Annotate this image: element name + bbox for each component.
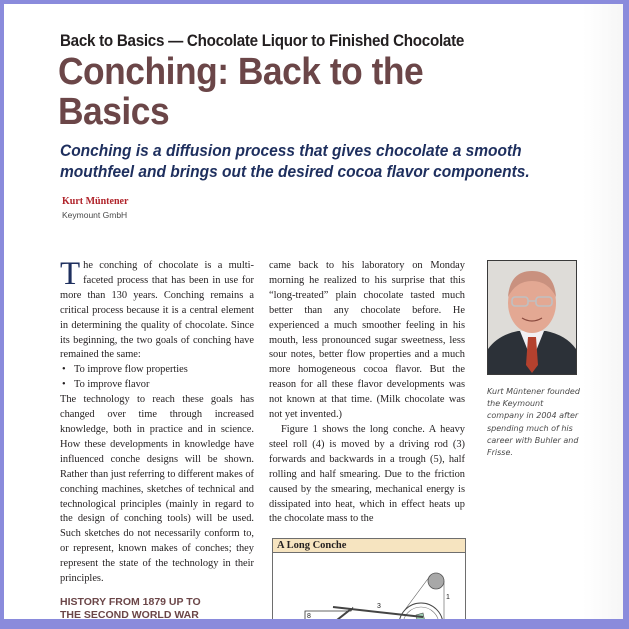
list-item: • To improve flavor <box>60 378 254 393</box>
section-heading: HISTORY FROM 1879 UP TO THE SECOND WORLD WAR <box>60 596 222 619</box>
svg-text:8: 8 <box>307 613 311 619</box>
list-item: • To improve flow properties <box>60 363 254 378</box>
deck-line-1: Conching is a diffusion process that gives chocolate a smooth <box>60 142 522 160</box>
title-line-2: Basics <box>58 91 170 133</box>
figure-long-conche <box>272 538 466 619</box>
photo-caption: Kurt Müntener founded the Keymount company in 2004 after spending much of his career with Buhler and Frisse. <box>487 387 580 458</box>
author-photo <box>487 260 577 375</box>
long-conche-diagram-icon <box>273 553 465 619</box>
column-1 <box>60 256 254 587</box>
article-page <box>4 4 623 619</box>
author-name: Kurt Müntener <box>62 196 129 207</box>
svg-text:1: 1 <box>446 594 450 601</box>
dropcap: T <box>60 256 81 292</box>
body-paragraph: came back to his laboratory on Monday morning he realized to his surprise that this “long-treated” plain chocolate tasted much better than any chocolate before. He experienced a much smoother feeling in his mouth, less pronounced sugar sweetness, less sour notes, better flow properties and a much more homogeneous cocoa flavor. But the reason for all these flavor developments was not known at that time. (Milk chocolate was not yet invented.) <box>269 260 465 421</box>
portrait-image-icon <box>488 261 576 374</box>
goals-list <box>60 363 254 393</box>
deck-line-2: mouthfeel and brings out the desired cocoa flavor components. <box>60 163 530 181</box>
svg-text:3: 3 <box>377 603 381 610</box>
intro-paragraph: The conching of chocolate is a multi-faceted process that has been in use for more than 130 years. Conching remains a critical process because it is a central element in determining the quality of chocolate. Since its beginning, the two goals of conching have remained the same: <box>60 256 254 361</box>
figure-title: A Long Conche <box>273 539 465 553</box>
author-affiliation: Keymount GmbH <box>62 210 128 220</box>
body-paragraph: Figure 1 shows the long conche. A heavy steel roll (4) is moved by a driving rod (3) forwards and backwards in a trough (5), half rolling and half smearing. Due to the friction caused by the smearing, mechanical energy is dissipated into heat, which in effect heats up the chocolate mass to the <box>269 423 465 525</box>
page-title <box>58 52 423 132</box>
body-paragraph: The technology to reach these goals has changed over time through increased knowledge, both in practice and in science. How these developments in knowledge have influenced conche designs will be shown. Rather than just referring to different makes of conching machines, sketches of technical and technological principles (mainly in regard to the design of conching tools) will be used. Such sketches do not necessarily conform to, or represent, known makes of conches; they represent the state of the technology in their principles. <box>60 394 254 585</box>
title-line-1: Conching: Back to the <box>58 51 424 93</box>
page-shadow <box>583 4 623 619</box>
deck <box>60 141 586 183</box>
kicker: Back to Basics — Chocolate Liquor to Finished Chocolate <box>60 32 465 50</box>
column-2 <box>269 259 465 527</box>
